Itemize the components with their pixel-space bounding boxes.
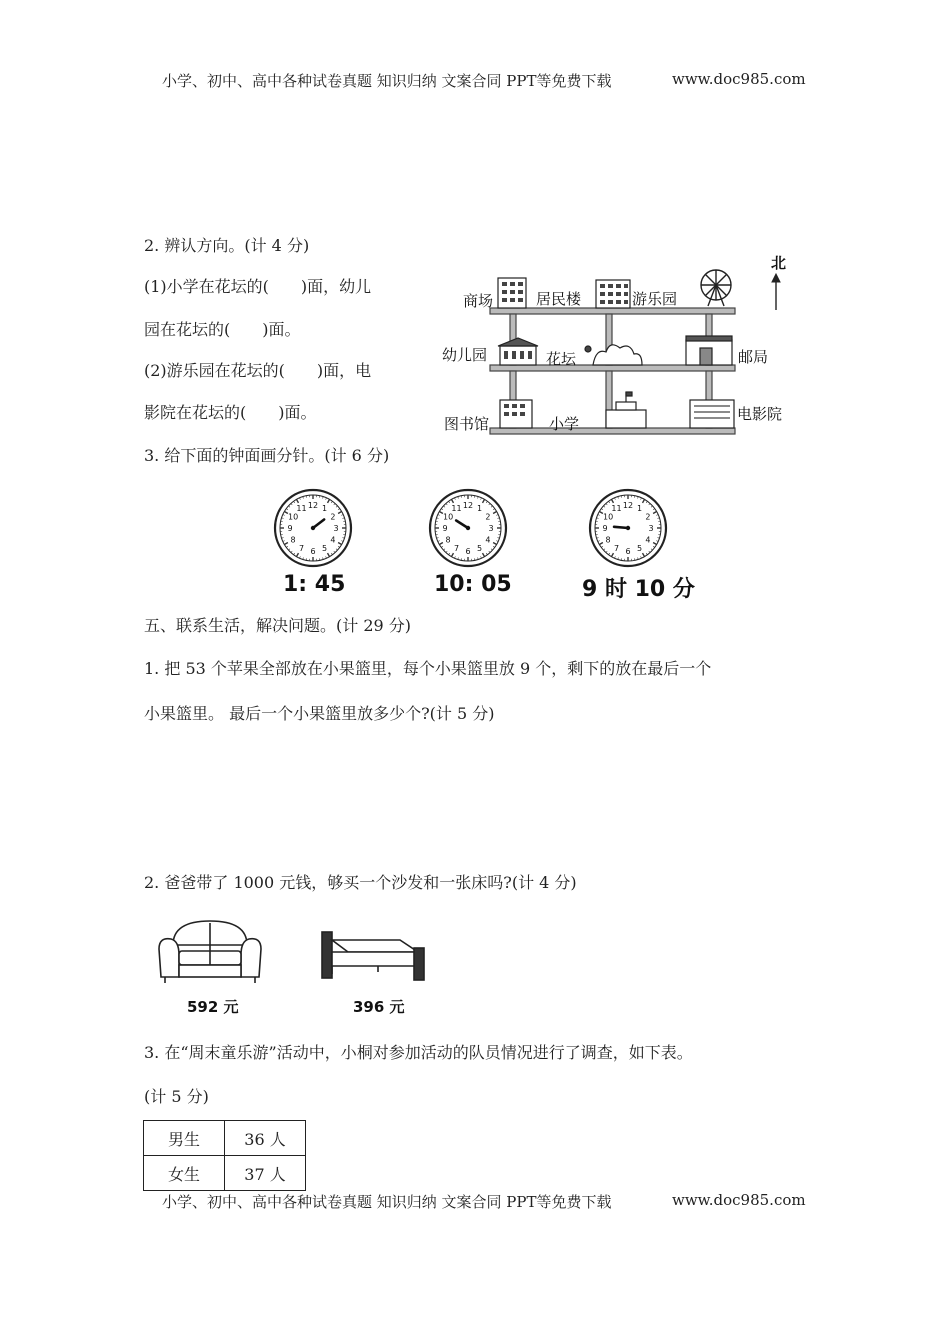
sofa-drawing [155,915,265,987]
p1-line2: 小果篮里。 最后一个小果篮里放多少个?(计 5 分) [144,704,495,723]
q2-line4: 影院在花坛的( )面。 [144,403,317,422]
clock-numeral: 10 [442,512,454,522]
q2-title: 2. 辨认方向。(计 4 分) [144,236,310,255]
clock-numeral: 2 [645,512,651,522]
q2-line2: 园在花坛的( )面。 [144,320,301,339]
p3-line2: (计 5 分) [144,1087,209,1106]
clock-numeral: 9 [287,524,293,533]
bed-drawing [318,922,428,984]
mall-building [498,278,526,308]
clock-numeral: 3 [333,524,339,533]
bed-image [318,922,428,988]
map-label-kindergarten: 幼儿园 [442,346,488,364]
header-text: 小学、初中、高中各种试卷真题 知识归纳 文案合同 PPT等免费下载 [162,72,612,90]
clock-numeral: 4 [485,535,491,545]
table-cell-key: 男生 [144,1121,225,1156]
clock-numeral: 8 [445,535,451,545]
sofa-image [155,915,265,991]
map-label-mall: 商场 [463,292,494,310]
clock-numeral: 1 [321,504,328,514]
clock-numeral: 6 [465,547,471,556]
clock-face-3 [588,488,668,572]
p1-line1: 1. 把 53 个苹果全部放在小果篮里，每个小果篮里放 9 个，剩下的放在最后一个 [144,659,712,678]
map-label-cinema: 电影院 [737,405,783,423]
clock-numeral: 10 [602,512,614,522]
map-label-library: 图书馆 [444,415,490,433]
residence-building [596,280,630,308]
clock-numeral: 4 [330,535,336,545]
clock-drawing-1 [273,488,353,568]
clock-center [466,526,470,530]
clock-numeral: 10 [287,512,299,522]
map-label-flowerbed: 花坛 [546,350,577,368]
table-cell-key: 女生 [144,1156,225,1191]
clock-numeral: 7 [613,543,620,553]
clock-drawing-3 [588,488,668,568]
header-site: www.doc985.com [672,70,806,88]
north-arrow-icon [772,274,780,310]
table-row [144,1156,306,1191]
post-office-building [686,336,732,365]
clock-label-2: 10: 05 [434,572,512,597]
survey-table [143,1120,306,1191]
clock-numeral: 9 [442,524,448,533]
clock-drawing-2 [428,488,508,568]
clock-numeral: 11 [296,504,307,514]
clock-numeral: 7 [298,543,305,553]
p2-title: 2. 爸爸带了 1000 元钱，够买一个沙发和一张床吗?(计 4 分) [144,873,577,892]
clock-numeral: 7 [453,543,460,553]
north-label: 北 [771,254,787,272]
footer-text: 小学、初中、高中各种试卷真题 知识归纳 文案合同 PPT等免费下载 [162,1193,612,1211]
map-label-park: 游乐园 [632,290,678,308]
library-building [500,400,532,428]
map-label-post: 邮局 [738,348,769,366]
clock-numeral: 12 [307,501,319,510]
clock-numeral: 5 [636,543,643,553]
clock-numeral: 2 [330,512,336,522]
clock-numeral: 5 [476,543,483,553]
footer-site: www.doc985.com [672,1191,806,1209]
clock-numeral: 6 [310,547,316,556]
table-row [144,1121,306,1156]
clock-numeral: 3 [488,524,494,533]
clock-center [311,526,315,530]
clock-numeral: 12 [622,501,634,510]
clock-numeral: 8 [605,535,611,545]
clock-numeral: 3 [648,524,654,533]
q2-line3: (2)游乐园在花坛的( )面，电 [144,361,372,380]
clock-numeral: 12 [462,501,474,510]
clock-face-1 [273,488,353,572]
clock-numeral: 5 [321,543,328,553]
p3-line1: 3. 在“周末童乐游”活动中，小桐对参加活动的队员情况进行了调查，如下表。 [144,1043,693,1062]
clock-numeral: 4 [645,535,651,545]
bed-price: 396 元 [353,998,405,1016]
clock-label-3: 9 时 10 分 [582,577,695,602]
clock-numeral: 8 [290,535,296,545]
ferris-wheel [701,270,731,306]
clock-numeral: 11 [451,504,462,514]
table-cell-value: 37 人 [225,1156,306,1191]
cinema-building [690,400,734,428]
clock-label-1: 1: 45 [283,572,346,597]
clock-face-2 [428,488,508,572]
direction-map [438,248,798,448]
sofa-price: 592 元 [187,998,239,1016]
clock-numeral: 9 [602,524,608,533]
section5-title: 五、联系生活，解决问题。(计 29 分) [144,616,412,635]
flowerbed-drawing [585,345,642,365]
map-label-residence: 居民楼 [536,290,582,308]
q3-title: 3. 给下面的钟面画分针。(计 6 分) [144,446,390,465]
clock-numeral: 6 [625,547,631,556]
table-cell-value: 36 人 [225,1121,306,1156]
kindergarten-building [498,338,538,365]
map-label-school: 小学 [549,415,580,433]
clock-numeral: 1 [476,504,483,514]
clock-numeral: 2 [485,512,491,522]
clock-numeral: 11 [611,504,622,514]
q2-line1: (1)小学在花坛的( )面，幼儿 [144,277,372,296]
clock-center [626,526,630,530]
clock-numeral: 1 [636,504,643,514]
